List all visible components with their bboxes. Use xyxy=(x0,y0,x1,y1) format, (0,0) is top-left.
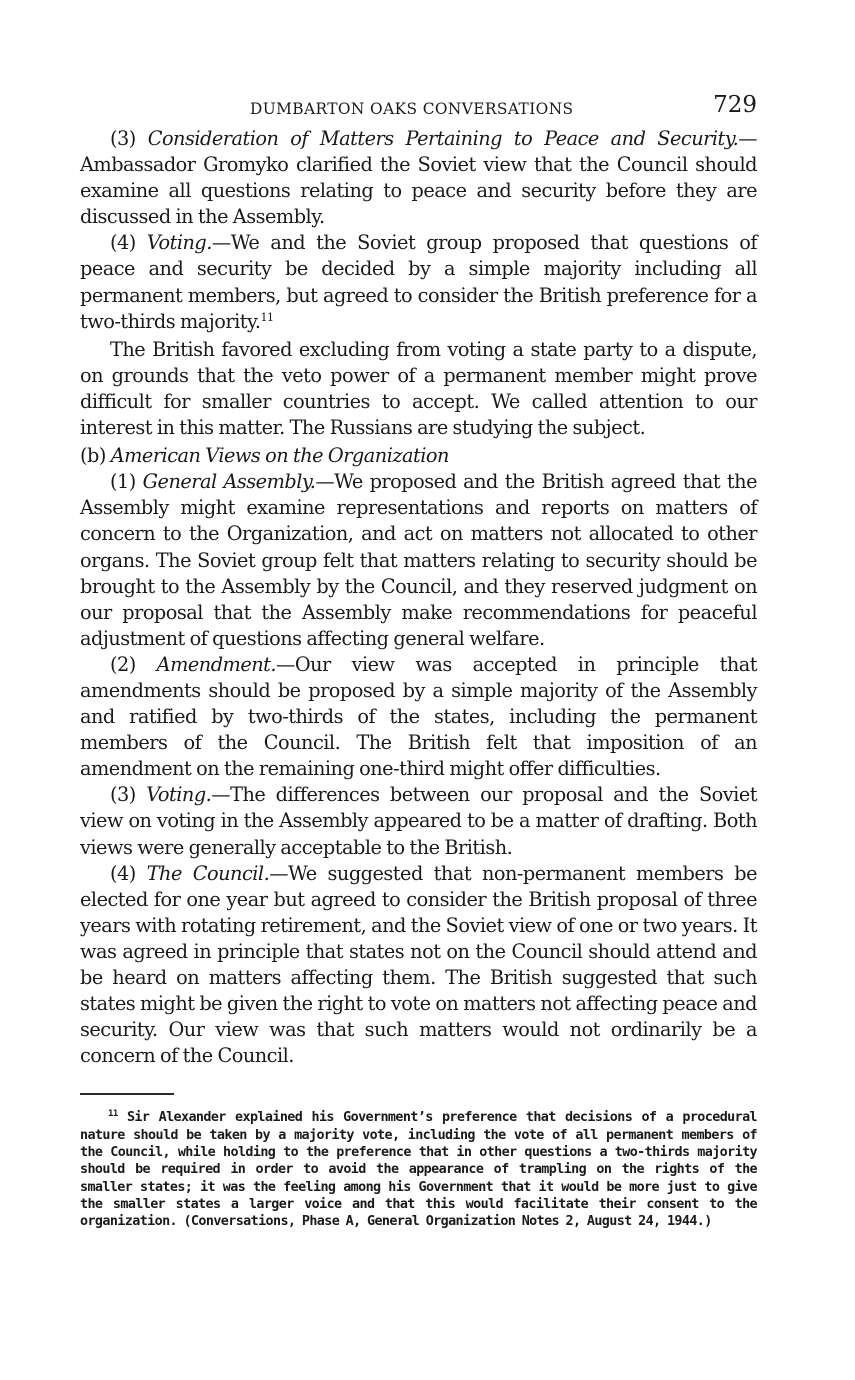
running-header xyxy=(80,92,757,126)
paragraph-general-assembly xyxy=(80,469,757,652)
section-heading: American Views on the Organization xyxy=(110,444,449,468)
paragraph-text: —We and the Soviet group proposed that questions of peace and security be decided by a simple majority including all permanent members, but agreed to consider the British preference for a two-thirds majority. xyxy=(80,231,757,333)
paragraph-british-view xyxy=(80,337,757,441)
item-number: (3) xyxy=(110,783,147,807)
paragraph-voting-security xyxy=(80,230,757,334)
footnote-divider xyxy=(80,1093,174,1095)
paragraph-text: —We proposed and the British agreed that the Assembly might examine representations and reports on matters of concern to the Organization, and act on matters not allocated to other organs. The Soviet group felt that matters relating to security should be brought to the Assembly by the Council, and they reserved judgment on our proposal that the Assembly make recommendations for peaceful adjustment of questions affecting general welfare. xyxy=(80,470,757,650)
section-heading-american-views xyxy=(80,443,757,469)
item-heading: Amendment. xyxy=(156,652,277,676)
footnote-reference[interactable]: 11 xyxy=(260,310,274,324)
paragraph-text: —Our view was accepted in principle that amendments should be proposed by a simple majority of the Assembly and ratified by two-thirds of the states, including the permanent members of the Council. The British felt that imposition of an amendment on the remaining one-third might offer difficulties. xyxy=(80,652,757,781)
item-number: (3) xyxy=(110,127,148,150)
paragraph-consideration xyxy=(80,126,757,230)
footnote xyxy=(80,1109,757,1230)
section-number: (b) xyxy=(80,444,111,468)
item-heading: Voting. xyxy=(146,783,212,807)
item-number: (1) xyxy=(110,470,143,494)
item-number: (4) xyxy=(110,231,147,255)
item-number: (2) xyxy=(110,652,157,676)
item-heading: Voting. xyxy=(146,231,212,255)
paragraph-voting-assembly xyxy=(80,782,757,860)
paragraph-text: —We suggested that non-permanent members be elected for one year but agreed to consider the British proposal of three years with rotating retirement, and the Soviet view of one or two years. It was agreed in principle that states not on the Council should attend and be heard on matters affecting them. The British suggested that such states might be given the right to vote on matters not affecting peace and security. Our view was that such matters would not ordinarily be a concern of the Council. xyxy=(80,861,757,1068)
body-text xyxy=(80,126,757,1069)
footnote-marker: 11 xyxy=(108,1109,118,1120)
paragraph-text: Ambassador Gromyko clarified the Soviet view that the Council should examine all questions relating to peace and security before they are discussed in the Assembly. xyxy=(80,153,757,229)
item-heading: The Council. xyxy=(146,861,270,885)
item-number: (4) xyxy=(110,861,147,885)
item-heading: Consideration of Matters Pertaining to Peace and Security.— xyxy=(147,127,757,150)
paragraph-text: —The differences between our proposal and the Soviet view on voting in the Assembly appeared to be a matter of drafting. Both views were generally acceptable to the British. xyxy=(80,783,757,859)
paragraph-amendment xyxy=(80,652,757,782)
document-page xyxy=(80,92,757,1244)
paragraph-council xyxy=(80,861,757,1070)
footnote-text: Sir Alexander explained his Government’s preference that decisions of a procedural nature should be taken by a majority vote, including the vote of all permanent members of the Council, while holding to the preference that in other questions a two-thirds majority should be required in order to avoid the appearance of trampling on the rights of the smaller states; it was the feeling among his Government that it would be more just to give the smaller states a larger voice and that this would facilitate their consent to the organization. (Conversations, Phase A, General Organization Notes 2, August 24, 1944.) xyxy=(80,1110,758,1230)
paragraph-text: The British favored excluding from voting a state party to a dispute, on grounds that the veto power of a permanent member might prove difficult for smaller countries to accept. We called attention to our interest in this matter. The Russians are studying the subject. xyxy=(80,337,757,440)
item-heading: General Assembly. xyxy=(142,470,316,494)
running-title: DUMBARTON OAKS CONVERSATIONS xyxy=(250,100,574,118)
page-number: 729 xyxy=(713,92,757,118)
